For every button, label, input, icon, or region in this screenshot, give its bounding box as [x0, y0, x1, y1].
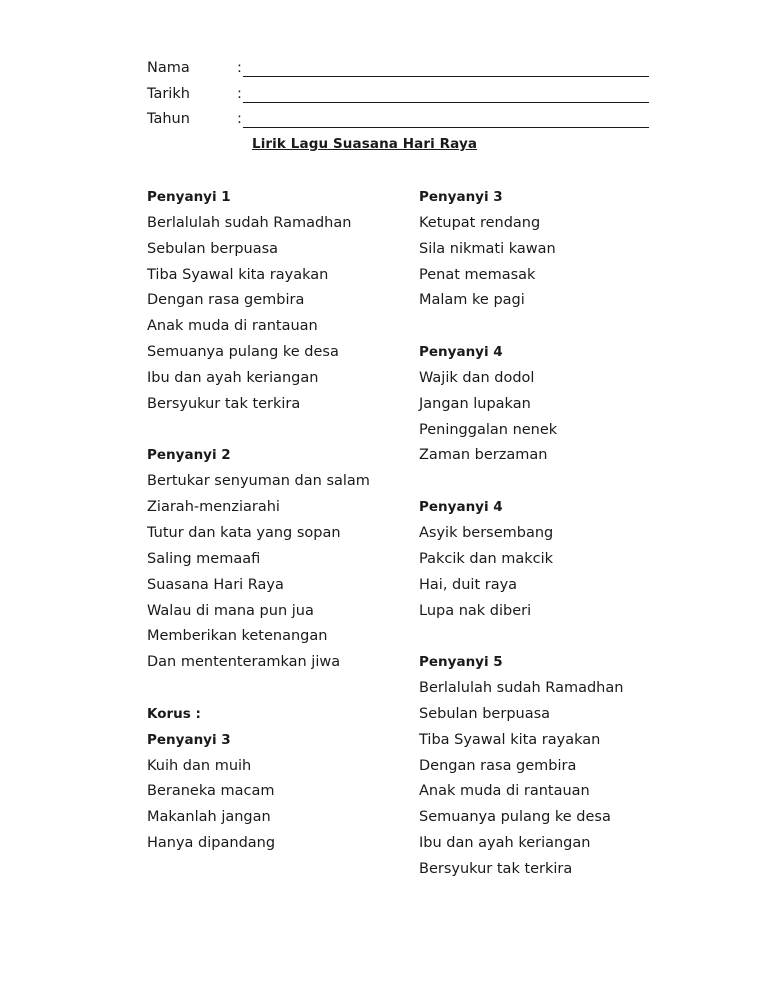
lyric-line: Walau di mana pun jua — [147, 602, 314, 619]
lyric-line: Saling memaafi — [147, 550, 261, 567]
year-label: Tahun — [147, 111, 190, 127]
lyric-line: Makanlah jangan — [147, 809, 271, 826]
lyric-line: Jangan lupakan — [419, 395, 531, 412]
lyric-line: Pakcik dan makcik — [419, 550, 554, 567]
lyric-line: Tutur dan kata yang sopan — [147, 524, 341, 541]
lyric-line: Tiba Syawal kita rayakan — [419, 731, 601, 748]
lyric-line: Berlalulah sudah Ramadhan — [419, 680, 624, 697]
verse-heading: Penyanyi 5 — [419, 654, 503, 671]
lyric-line: Penat memasak — [419, 266, 536, 283]
lyric-line: Sebulan berpuasa — [419, 705, 551, 722]
lyric-line: Ziarah-menziarahi — [147, 499, 280, 516]
verse-heading: Penyanyi 2 — [147, 447, 231, 464]
lyric-line: Peninggalan nenek — [419, 421, 558, 438]
lyric-line: Bertukar senyuman dan salam — [147, 473, 370, 490]
name-blank-line — [243, 76, 649, 77]
lyric-line: Dengan rasa gembira — [419, 757, 577, 774]
year-blank-line — [243, 127, 649, 128]
lyric-line: Tiba Syawal kita rayakan — [147, 266, 329, 283]
chorus-heading: Korus : — [147, 705, 201, 722]
lyric-line: Malam ke pagi — [419, 292, 525, 309]
verse-heading: Penyanyi 4 — [419, 499, 503, 516]
lyric-line: Ketupat rendang — [419, 214, 541, 231]
lyric-line: Semuanya pulang ke desa — [147, 344, 339, 361]
lyric-line: Semuanya pulang ke desa — [419, 809, 611, 826]
verse-heading: Penyanyi 3 — [147, 731, 231, 748]
lyric-line: Suasana Hari Raya — [147, 576, 284, 593]
document-title: Lirik Lagu Suasana Hari Raya — [252, 136, 478, 152]
year-field — [147, 111, 649, 133]
lyric-line: Dan mententeramkan jiwa — [147, 654, 341, 671]
lyric-line: Zaman berzaman — [419, 447, 548, 464]
lyric-line: Berlalulah sudah Ramadhan — [147, 214, 352, 231]
date-label: Tarikh — [147, 86, 190, 102]
verse-spacer — [147, 676, 447, 702]
lyric-line: Bersyukur tak terkira — [147, 395, 301, 412]
lyric-line: Memberikan ketenangan — [147, 628, 328, 645]
lyric-line: Dengan rasa gembira — [147, 292, 305, 309]
name-label: Nama — [147, 60, 190, 76]
year-colon: : — [237, 111, 242, 127]
verse-spacer — [419, 314, 719, 340]
right-column — [419, 185, 719, 883]
lyric-line: Hai, duit raya — [419, 576, 518, 593]
lyric-line: Wajik dan dodol — [419, 369, 535, 386]
verse-spacer — [147, 418, 447, 444]
date-colon: : — [237, 86, 242, 102]
date-blank-line — [243, 102, 649, 103]
verse-heading: Penyanyi 1 — [147, 189, 231, 205]
verse-heading: Penyanyi 3 — [419, 189, 503, 205]
lyric-line: Anak muda di rantauan — [147, 318, 318, 335]
lyric-line: Anak muda di rantauan — [419, 783, 590, 800]
lyric-line: Hanya dipandang — [147, 835, 276, 852]
date-field — [147, 86, 649, 108]
lyric-line: Kuih dan muih — [147, 757, 252, 774]
name-field — [147, 60, 649, 82]
lyric-line: Lupa nak diberi — [419, 602, 532, 619]
verse-spacer — [419, 624, 719, 650]
lyric-line: Asyik bersembang — [419, 524, 554, 541]
lyric-line: Beraneka macam — [147, 783, 275, 800]
lyric-line: Bersyukur tak terkira — [419, 860, 573, 877]
verse-heading: Penyanyi 4 — [419, 344, 503, 361]
lyric-line: Ibu dan ayah keriangan — [419, 835, 591, 852]
name-colon: : — [237, 60, 242, 76]
verse-spacer — [419, 469, 719, 495]
left-column — [147, 185, 447, 857]
lyric-line: Sila nikmati kawan — [419, 240, 556, 257]
lyric-line: Ibu dan ayah keriangan — [147, 369, 319, 386]
lyric-line: Sebulan berpuasa — [147, 240, 279, 257]
